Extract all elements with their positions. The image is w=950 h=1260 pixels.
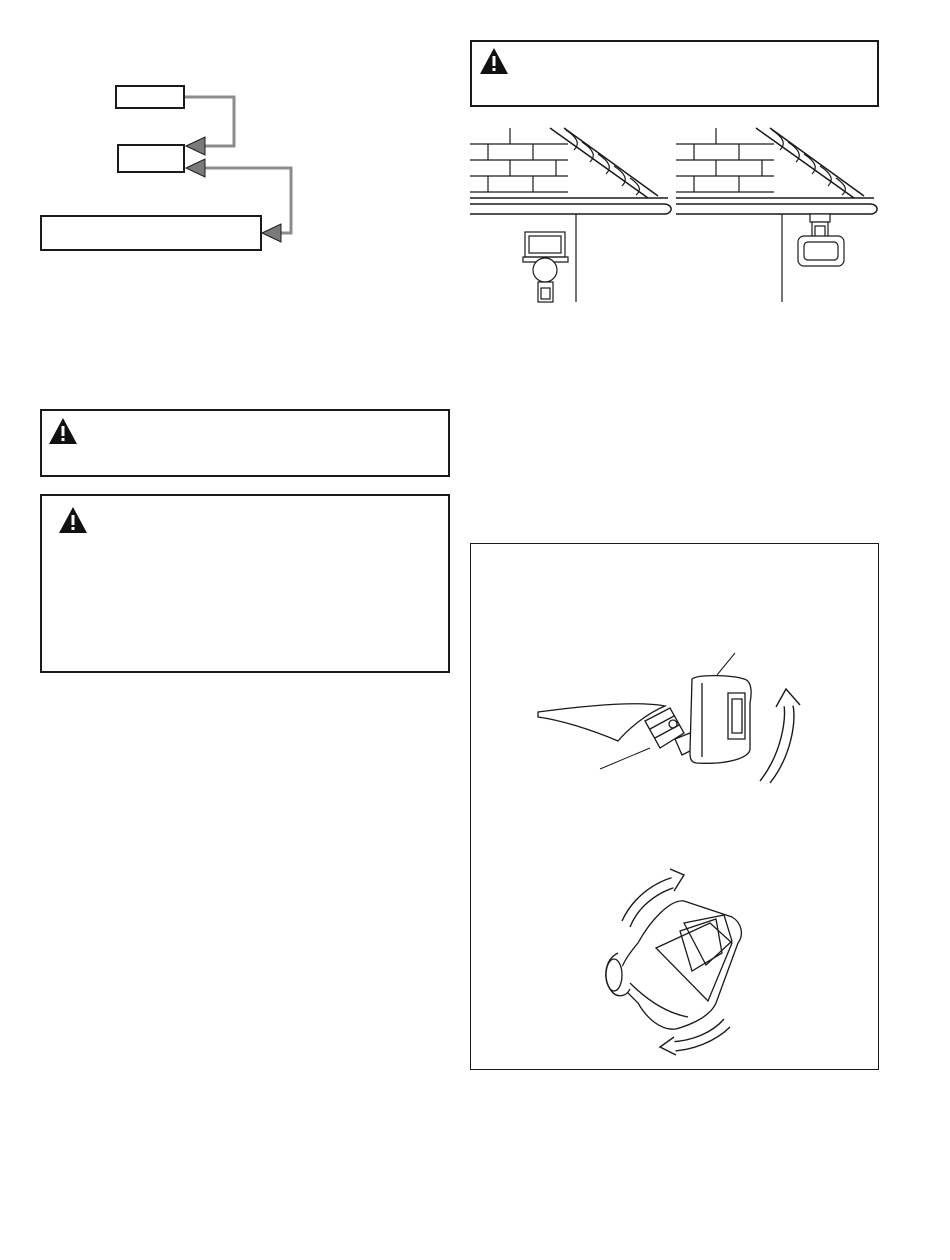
arrow-head-bottom [262,224,281,242]
eave-mount-illustration [676,128,877,302]
sensor-tilt-illustration [538,653,800,783]
adjustment-figure-drawings [470,543,879,1070]
warning-box-left-upper [40,409,450,477]
connector-bottom-to-middle [200,168,291,233]
arrow-head-middle-2 [186,159,205,177]
warning-triangle-icon [48,417,78,445]
warning-triangle-icon [479,47,509,75]
sensor-rotate-illustration [606,869,742,1055]
warning-box-top-right [470,40,879,107]
wall-mount-illustration [470,128,671,302]
warning-box-left-lower [40,494,450,673]
mounting-illustrations [468,120,888,310]
arrow-head-middle-1 [186,137,205,155]
warning-triangle-icon [58,506,88,534]
connector-top-to-middle [185,97,234,146]
